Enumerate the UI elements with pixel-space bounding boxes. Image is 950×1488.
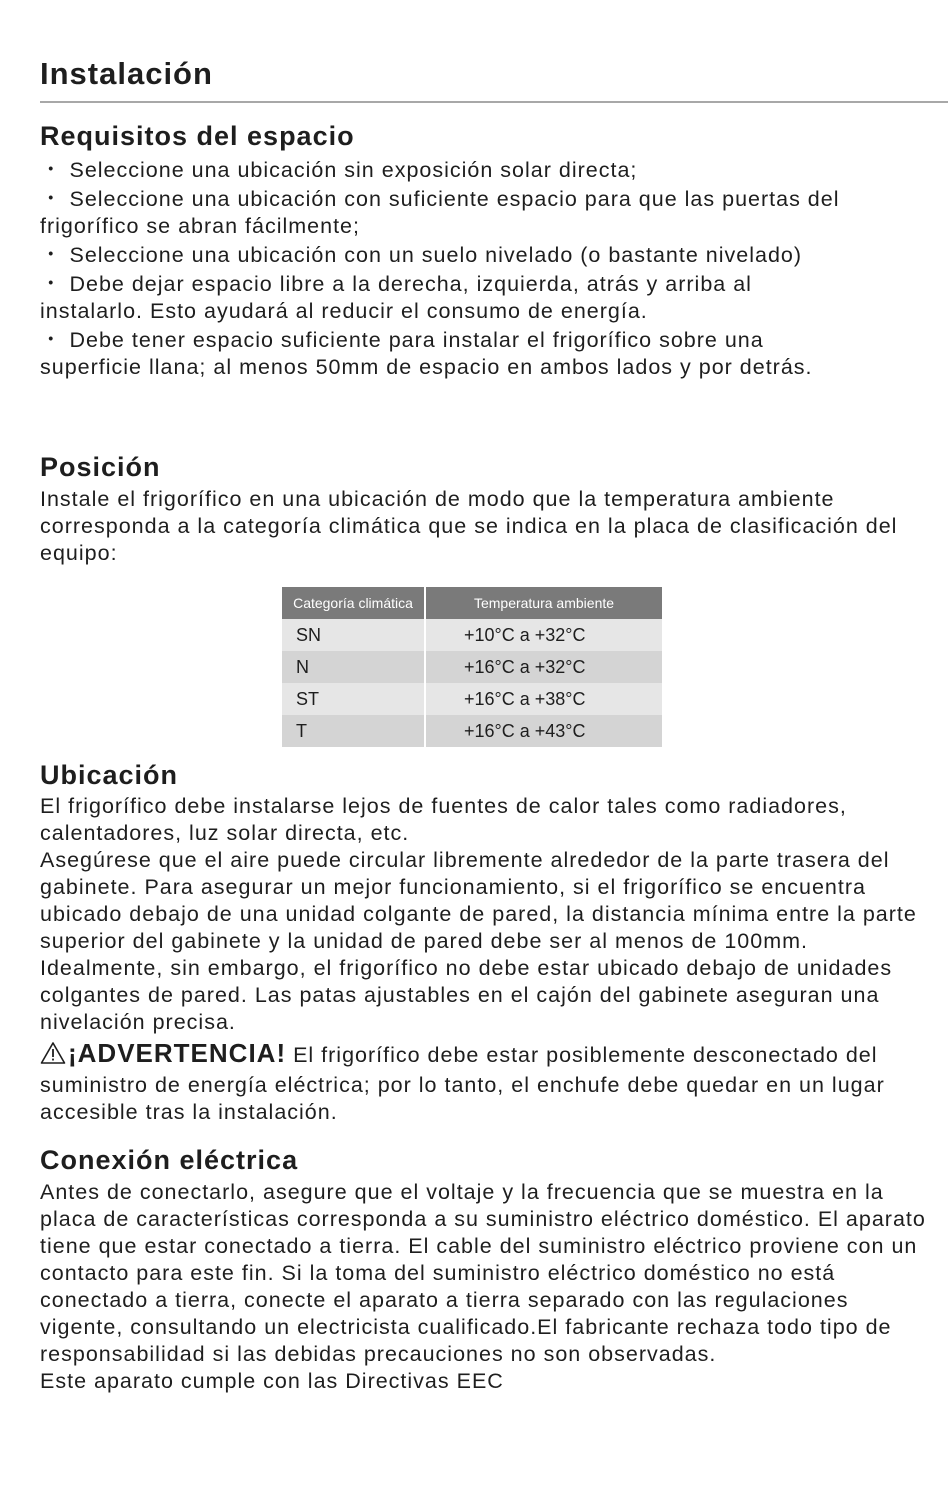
table-row (282, 619, 662, 651)
list-line: ・ Seleccione una ubicación con un suelo nivelado (o bastante nivelado) (40, 243, 803, 267)
table-cell-class: SN (282, 619, 425, 651)
table-cell-class: T (282, 715, 425, 747)
climate-class-table (282, 587, 662, 747)
list-line: instalarlo. Esto ayudará al reducir el consumo de energía. (40, 299, 648, 323)
section-heading-space-requirements: Requisitos del espacio (40, 121, 355, 151)
table-cell-range: +16°C a +32°C (425, 651, 662, 683)
warning-block (40, 1040, 930, 1126)
table-header-climate-class: Categoría climática (282, 587, 425, 619)
table-cell-range: +10°C a +32°C (425, 619, 662, 651)
table-row (282, 651, 662, 683)
list-line: ・ Seleccione una ubicación con suficiente espacio para que las puertas del (40, 187, 840, 211)
page-title: Instalación (40, 56, 213, 91)
list-line: ・ Debe dejar espacio libre a la derecha, izquierda, atrás y arriba al (40, 272, 752, 296)
position-paragraph: Instale el frigorífico en una ubicación de modo que la temperatura ambiente corresponda a la categoría climática que se indica en la placa de clasificación del equipo: (40, 487, 898, 565)
warning-title: ¡ADVERTENCIA! (68, 1038, 287, 1068)
section-heading-location: Ubicación (40, 760, 179, 790)
title-divider (40, 101, 948, 103)
table-cell-class: ST (282, 683, 425, 715)
electrical-paragraph: Antes de conectarlo, asegure que el voltaje y la frecuencia que se muestra en la placa de características corresponda a su suministro eléctrico doméstico. El aparato tiene que estar conectado a tierra. El cable del suministro eléctrico proviene con un contacto para este fin. Si la toma del suministro eléctrico doméstico no está conectado a tierra, conecte el aparato a tierra separado con las regulaciones vigente, consultando un electricista cualificado.El fabricante rechaza todo tipo de responsabilidad si las debidas precauciones no son observadas. Este aparato cumple con las Directivas EEC (40, 1180, 926, 1393)
table-header-row (282, 587, 662, 619)
table-cell-class: N (282, 651, 425, 683)
list-line: ・ Seleccione una ubicación sin exposición solar directa; (40, 158, 638, 182)
location-paragraph: El frigorífico debe instalarse lejos de fuentes de calor tales como radiadores, calentadores, luz solar directa, etc. Asegúrese que el aire puede circular libremente alrededor de la parte trasera del gabinete. Para asegurar un mejor funcionamiento, si el frigorífico se encuentra ubicado debajo de una unidad colgante de pared, la distancia mínima entre la parte superior del gabinete y la unidad de pared debe ser al menos de 100mm. Idealmente, sin embargo, el frigorífico no debe estar ubicado debajo de unidades colgantes de pared. Las patas ajustables en el cajón del gabinete aseguran una nivelación precisa. (40, 794, 917, 1034)
table-row (282, 683, 662, 715)
table-row (282, 715, 662, 747)
table-cell-range: +16°C a +43°C (425, 715, 662, 747)
table-cell-range: +16°C a +38°C (425, 683, 662, 715)
section-heading-position: Posición (40, 452, 161, 482)
warning-triangle-icon (40, 1041, 66, 1072)
list-line: ・ Debe tener espacio suficiente para instalar el frigorífico sobre una (40, 328, 764, 352)
list-line: frigorífico se abran fácilmente; (40, 214, 360, 238)
space-requirements-list (40, 157, 930, 381)
warning-text: El frigorífico debe estar posiblemente desconectado del suministro de energía eléctrica; por lo tanto, el enchufe debe quedar en un lugar accesible tras la instalación. (40, 1043, 885, 1124)
list-line: superficie llana; al menos 50mm de espacio en ambos lados y por detrás. (40, 355, 813, 379)
table-header-ambient-temperature: Temperatura ambiente (425, 587, 662, 619)
section-heading-electrical-connection: Conexión eléctrica (40, 1145, 299, 1175)
